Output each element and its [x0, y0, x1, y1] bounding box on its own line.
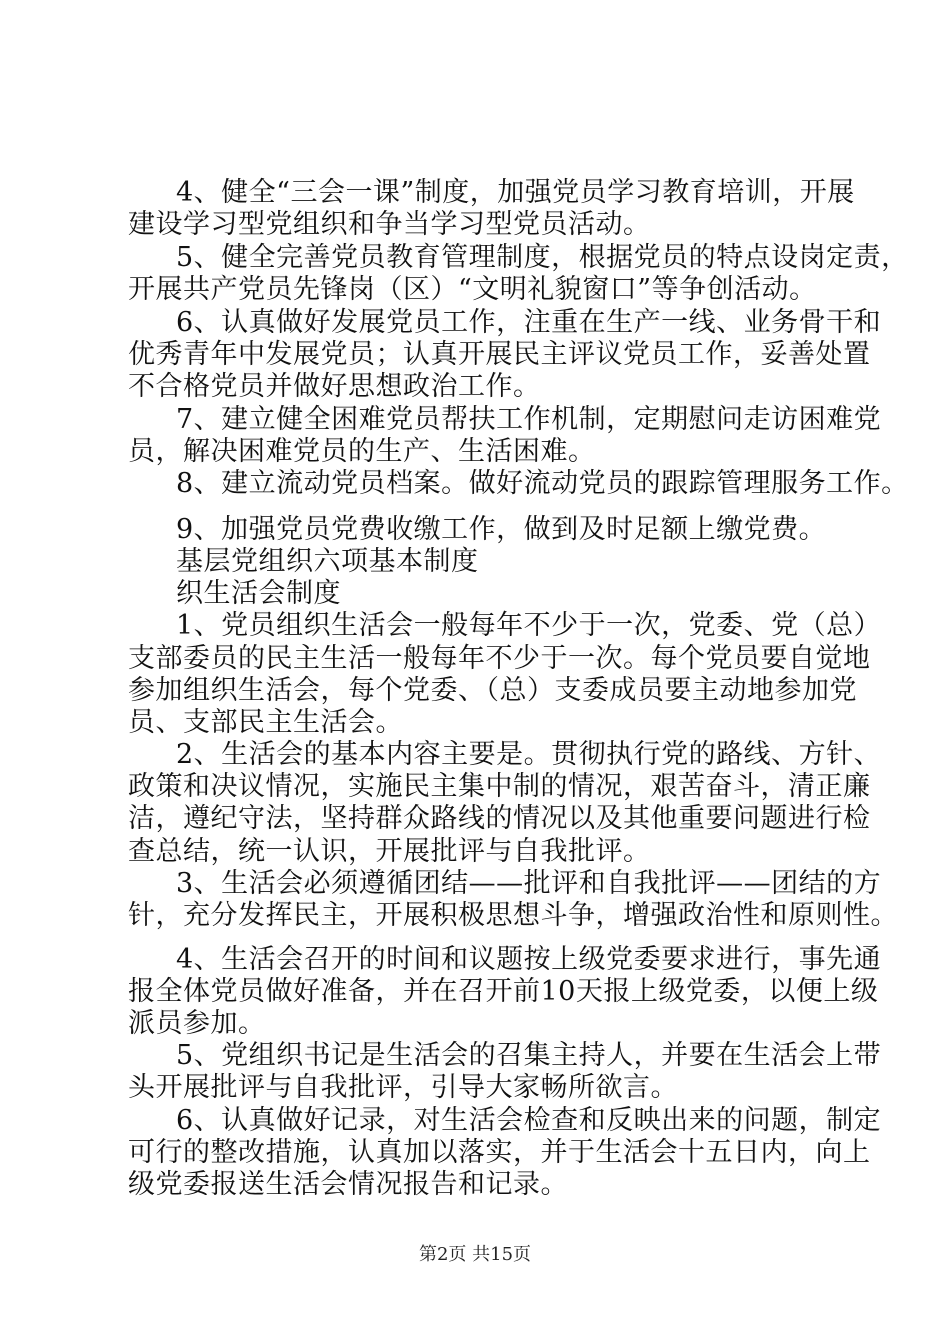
text-line: 头开展批评与自我批评，引导大家畅所欲言。	[128, 1072, 678, 1103]
text-line: 建设学习型党组织和争当学习型党员活动。	[128, 209, 651, 240]
text-line: 优秀青年中发展党员；认真开展民主评议党员工作，妥善处置	[128, 339, 871, 370]
text-line: 2、生活会的基本内容主要是。贯彻执行党的路线、方针、	[176, 739, 882, 770]
text-line: 员、支部民主生活会。	[128, 707, 403, 738]
text-line: 查总结，统一认识，开展批评与自我批评。	[128, 836, 651, 867]
text-line: 员，解决困难党员的生产、生活困难。	[128, 436, 596, 467]
sub-heading: 织生活会制度	[176, 578, 341, 609]
text-line: 洁，遵纪守法，坚持群众路线的情况以及其他重要问题进行检	[128, 803, 871, 834]
text-line: 参加组织生活会，每个党委、（总）支委成员要主动地参加党	[128, 675, 857, 706]
text-line: 级党委报送生活会情况报告和记录。	[128, 1169, 568, 1200]
text-line: 政策和决议情况，实施民主集中制的情况，艰苦奋斗，清正廉	[128, 771, 871, 802]
text-line: 6、认真做好记录，对生活会检查和反映出来的问题，制定	[176, 1105, 882, 1136]
text-line: 4、生活会召开的时间和议题按上级党委要求进行，事先通	[176, 944, 882, 975]
text-line: 针，充分发挥民主，开展积极思想斗争，增强政治性和原则性。	[128, 900, 898, 931]
text-line: 6、认真做好发展党员工作，注重在生产一线、业务骨干和	[176, 307, 882, 338]
text-line: 7、建立健全困难党员帮扶工作机制，定期慰问走访困难党	[176, 404, 882, 435]
text-line: 支部委员的民主生活一般每年不少于一次。每个党员要自觉地	[128, 643, 871, 674]
text-line: 报全体党员做好准备，并在召开前10天报上级党委，以便上级	[128, 976, 879, 1007]
text-line: 开展共产党员先锋岗（区）“文明礼貌窗口”等争创活动。	[128, 274, 817, 305]
text-line: 5、党组织书记是生活会的召集主持人，并要在生活会上带	[176, 1040, 882, 1071]
text-line: 可行的整改措施，认真加以落实，并于生活会十五日内，向上	[128, 1137, 871, 1168]
section-heading: 基层党组织六项基本制度	[176, 546, 479, 577]
text-line: 5、健全完善党员教育管理制度，根据党员的特点设岗定责，	[176, 242, 909, 273]
text-line: 8、建立流动党员档案。做好流动党员的跟踪管理服务工作。	[176, 468, 909, 499]
text-line: 3、生活会必须遵循团结——批评和自我批评——团结的方	[176, 868, 882, 899]
text-line: 不合格党员并做好思想政治工作。	[128, 371, 541, 402]
text-line: 1、党员组织生活会一般每年不少于一次，党委、党（总）	[176, 610, 882, 641]
text-line: 派员参加。	[128, 1008, 266, 1039]
text-line: 4、健全“三会一课”制度，加强党员学习教育培训，开展	[176, 177, 855, 208]
text-line: 9、加强党员党费收缴工作，做到及时足额上缴党费。	[176, 514, 827, 545]
page-number-footer: 第2页 共15页	[418, 1244, 532, 1265]
